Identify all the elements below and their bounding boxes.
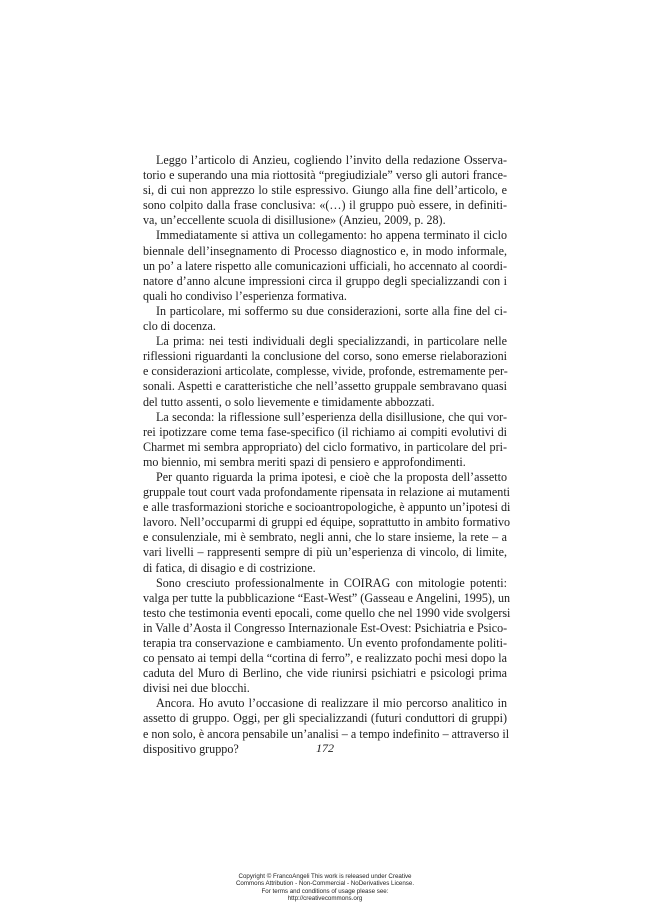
text-line: gruppale tout court vada profondamente ripensata in relazione ai mutamenti — [143, 485, 511, 500]
footer-line: Commons Attribution - Non-Commercial - NoDerivatives License. — [235, 880, 415, 888]
copyright-footer — [0, 873, 650, 903]
footer-line: http://creativecommons.org — [287, 895, 363, 903]
text-line: co pensato ai tempi della “cortina di ferro”, e realizzato pochi mesi dopo la — [143, 651, 507, 666]
text-line: torio e superando una mia riottosità “pregiudiziale” verso gli autori france- — [143, 168, 507, 183]
text-line: terapia tra conservazione e cambiamento. Un evento profondamente politi- — [143, 636, 507, 650]
text-line: Per quanto riguarda la prima ipotesi, e cioè che la proposta dell’assetto — [156, 469, 507, 484]
text-line: divisi nei due blocchi. — [143, 681, 250, 696]
text-line: si, di cui non apprezzo lo stile espressivo. Giungo alla fine dell’articolo, e — [143, 183, 507, 198]
text-line: e non solo, è ancora pensabile un’analisi – a tempo indefinito – attraverso il — [143, 726, 510, 741]
paragraph — [143, 469, 511, 576]
page-number: 172 — [316, 741, 334, 755]
text-line: sonali. Aspetti e caratteristiche che nell’assetto gruppale sembravano quasi — [143, 379, 507, 394]
paragraph — [143, 304, 507, 334]
text-line: caduta del Muro di Berlino, che vide riunirsi psichiatri e psicologi prima — [143, 666, 507, 681]
text-line: va, un’eccellente scuola di disillusione» (Anzieu, 2009, p. 28). — [143, 213, 446, 228]
footer-line: Copyright © FrancoAngeli This work is released under Creative — [238, 873, 412, 880]
text-line: natore d’anno alcune impressioni circa il gruppo degli specializzandi con i — [143, 273, 507, 288]
text-line: In particolare, mi soffermo su due considerazioni, sorte alla fine del ci- — [156, 303, 507, 318]
text-line: Leggo l’articolo di Anzieu, cogliendo l’invito della redazione Osserva- — [156, 153, 507, 167]
text-line: e considerazioni articolate, complesse, vivide, profonde, estremamente per- — [143, 364, 508, 379]
paragraph — [143, 153, 507, 228]
text-line: La seconda: la riflessione sull’esperienza della disillusione, che qui vor- — [156, 409, 507, 424]
text-line: e consulenziale, mi è sembrato, negli anni, che lo stare insieme, la rete – a — [143, 530, 507, 545]
text-line: quali ho condiviso l’esperienza formativa. — [143, 288, 347, 303]
text-line: Immediatamente si attiva un collegamento: ho appena terminato il ciclo — [156, 228, 507, 243]
body-text — [143, 153, 511, 757]
paragraph — [143, 228, 507, 303]
paragraph — [143, 334, 507, 409]
text-line: lavoro. Nell’occuparmi di gruppi ed équipe, soprattutto in ambito formativo — [143, 515, 511, 530]
text-line: La prima: nei testi individuali degli specializzandi, in particolare nelle — [156, 334, 507, 349]
text-line: sono colpito dalla frase conclusiva: «(…) il gruppo può essere, in definiti- — [143, 198, 507, 213]
text-line: riflessioni riguardanti la conclusione del corso, sono emerse rielaborazioni — [143, 349, 507, 364]
text-line: valga per tutte la pubblicazione “East-West” (Gasseau e Angelini, 1995), un — [143, 590, 511, 605]
text-line: testo che testimonia eventi epocali, come quello che nel 1990 vide svolgersi — [143, 605, 511, 620]
text-line: Ancora. Ho avuto l’occasione di realizzare il mio percorso analitico in — [156, 696, 507, 711]
text-line: del tutto assenti, o solo lievemente e timidamente abbozzati. — [143, 394, 435, 409]
text-line: di fatica, di disagio e di costrizione. — [143, 560, 316, 575]
text-line: clo di docenza. — [143, 319, 216, 334]
paragraph — [143, 410, 507, 470]
text-line: mo biennio, mi sembra meriti spazi di pensiero e approfondimenti. — [143, 454, 466, 469]
text-line: e alle trasformazioni storiche e socioantropologiche, è appunto un’ipotesi di — [143, 500, 511, 515]
text-line: Charmet mi sembra appropriato) del ciclo formativo, in particolare del pri- — [143, 439, 507, 454]
text-line: un po’ a latere rispetto alle comunicazioni ufficiali, ho accennato al coordi- — [143, 258, 507, 273]
text-line: rei ipotizzare come tema fase-specifico (il richiamo ai compiti evolutivi di — [143, 424, 507, 439]
text-line: in Valle d’Aosta il Congresso Internazionale Est-Ovest: Psichiatria e Psico- — [143, 620, 508, 635]
text-line: dispositivo gruppo? — [143, 741, 239, 756]
paragraph — [143, 575, 511, 697]
text-line: Sono cresciuto professionalmente in COIRAG con mitologie potenti: — [156, 575, 507, 590]
text-line: vari livelli – rappresenti sempre di più un’esperienza di vincolo, di limite, — [143, 545, 507, 560]
text-line: assetto di gruppo. Oggi, per gli specializzandi (futuri conduttori di gruppi) — [143, 711, 507, 726]
footer-line: For terms and conditions of usage please see: — [261, 887, 389, 895]
text-line: biennale dell’insegnamento di Processo diagnostico e, in modo informale, — [143, 243, 507, 258]
